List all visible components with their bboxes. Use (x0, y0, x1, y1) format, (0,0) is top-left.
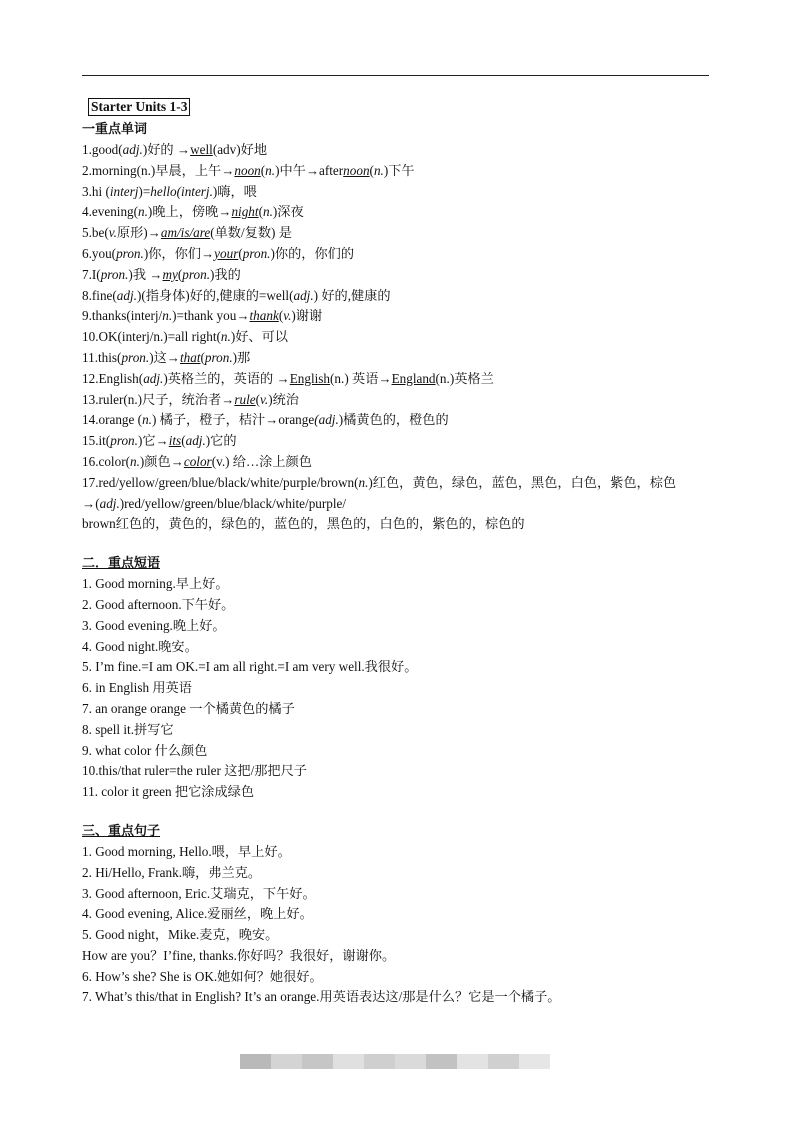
watermark-block (395, 1054, 426, 1069)
text-run: adj. (143, 370, 164, 386)
phrase-item: 10.this/that ruler=the ruler 这把/那把尺子 (82, 763, 307, 779)
text-run: )它→ (137, 433, 169, 449)
text-run: )这→ (149, 349, 180, 365)
text-run: v. (260, 391, 269, 407)
text-run: 9.thanks(interj/ (82, 308, 163, 324)
text-run: ( (258, 204, 263, 220)
text-run: pron. (242, 245, 271, 261)
watermark-block (302, 1054, 333, 1069)
text-run: ( (260, 162, 266, 178)
text-run: adj. (99, 495, 120, 511)
text-run: 2.morning(n.)早晨，上午→ (82, 162, 235, 178)
word-list (82, 140, 712, 473)
text-run: )它的 (205, 433, 237, 449)
document-body (82, 97, 712, 1008)
word-item (82, 410, 712, 431)
text-run: 15.it( (82, 433, 111, 449)
text-run: ( (255, 391, 261, 407)
text-run: 1.good( (82, 142, 123, 157)
text-run: pron. (110, 433, 138, 449)
text-run: n. (142, 412, 152, 428)
sentence-list (82, 842, 712, 1008)
text-run: (n.) 英语→ (330, 370, 392, 386)
text-run: am/is/are (160, 225, 211, 241)
text-run: )嗨，喂 (212, 183, 257, 199)
text-run: n. (265, 162, 276, 178)
text-run: )好、可以 (230, 329, 288, 345)
text-run: )我的 (210, 266, 241, 282)
sentence-item: 7. What’s this/that in English? It’s an orange.用英语表达这/那是什么？它是一个橘子。 (82, 989, 561, 1005)
text-run: 8.fine( (82, 287, 117, 303)
text-run: n. (373, 162, 384, 178)
text-run: well (190, 142, 213, 157)
text-run: )我 → (128, 266, 163, 282)
text-run: 6.you( (82, 245, 117, 261)
text-run: n. (358, 474, 369, 490)
word-item (82, 452, 712, 473)
text-run: )深夜 (272, 204, 304, 220)
text-run: )那 (232, 349, 251, 365)
phrase-item: 6. in English 用英语 (82, 680, 192, 696)
word-item (82, 431, 712, 452)
text-run: (adj. (314, 412, 339, 428)
text-run: English (289, 370, 331, 386)
text-run: its (168, 433, 182, 449)
text-run: interj (109, 183, 139, 199)
word-item (82, 327, 712, 348)
watermark-block (488, 1054, 519, 1069)
phrase-item: 8. spell it.拼写它 (82, 721, 174, 737)
text-run: )=thank you→ (172, 308, 250, 324)
text-run: (v.) 给…涂上颜色 (211, 453, 312, 469)
text-run: )橘黄色的，橙色的 (338, 412, 449, 428)
phrase-item: 7. an orange orange 一个橘黄色的橘子 (82, 700, 295, 716)
text-run: )好的 → (142, 142, 191, 157)
text-run: that (179, 349, 201, 365)
sentence-item: 1. Good morning, Hello.喂，早上好。 (82, 843, 291, 859)
word-item (82, 390, 712, 411)
text-run: pron. (116, 245, 144, 261)
text-run: ( (200, 349, 205, 365)
text-run: n. (220, 329, 231, 345)
footer-watermark (240, 1054, 553, 1069)
watermark-block (426, 1054, 457, 1069)
text-run: noon (234, 162, 261, 178)
phrase-item: 2. Good afternoon.下午好。 (82, 596, 235, 612)
word-item-17-line (82, 494, 712, 515)
text-run: ( (369, 162, 374, 178)
text-run: 10.OK(interj/n.)=all right( (82, 329, 221, 345)
header-rule (82, 75, 709, 76)
text-run: adj. (185, 433, 206, 449)
text-run: ( (238, 245, 243, 261)
text-run: (n.)英格兰 (435, 370, 494, 386)
sentence-item: 6. How’s she? She is OK.她如何？她很好。 (82, 968, 323, 984)
text-run: night (231, 204, 259, 220)
watermark-block (457, 1054, 488, 1069)
phrase-item: 9. what color 什么颜色 (82, 742, 208, 758)
text-run: )中午→after (275, 162, 344, 178)
text-run: ( (177, 266, 183, 282)
text-run: )晚上，傍晚→ (147, 204, 232, 220)
phrase-item: 1. Good morning.早上好。 (82, 576, 229, 592)
text-run: rule (234, 391, 256, 407)
text-run: your (214, 245, 239, 261)
sentence-item: How are you？I’fine, thanks.你好吗？我很好，谢谢你。 (82, 947, 396, 963)
sentence-item: 4. Good evening, Alice.爱丽丝，晚上好。 (82, 906, 313, 922)
word-item (82, 286, 712, 307)
watermark-block (240, 1054, 271, 1069)
text-run: adj. (122, 142, 143, 157)
word-item (82, 244, 712, 265)
text-run: 原形)→ (116, 225, 161, 241)
text-run: ) 橘子，橙子，桔汁→orange (151, 412, 315, 428)
text-run: )统治 (268, 391, 299, 407)
text-run: brown红色的，黄色的，绿色的，蓝色的，黑色的，白色的，紫色的，棕色的 (82, 516, 525, 532)
text-run: adj. (116, 287, 137, 303)
word-item-17 (82, 473, 712, 535)
text-run: adj. (293, 287, 314, 303)
text-run: noon (343, 162, 370, 178)
word-item (82, 223, 712, 244)
watermark-block (333, 1054, 364, 1069)
text-run: 11.this( (82, 349, 122, 365)
text-run: hello(interj. (150, 183, 213, 199)
word-item (82, 161, 712, 182)
text-run: pron. (182, 266, 211, 282)
text-run: ) 好的,健康的 (313, 287, 391, 303)
text-run: my (162, 266, 178, 282)
text-run: n. (129, 453, 140, 469)
text-run: pron. (100, 266, 129, 282)
text-run: pron. (121, 349, 150, 365)
text-run: )红色，黄色，绿色，蓝色，黑色，白色，紫色，棕色 (368, 474, 677, 490)
text-run: n. (262, 204, 273, 220)
section-heading-sentences: 三、重点句子 (82, 823, 161, 839)
text-run: )谢谢 (291, 308, 323, 324)
text-run: )(指身体)好的,健康的=well( (136, 287, 294, 303)
word-item (82, 265, 712, 286)
word-item (82, 348, 712, 369)
phrase-item: 4. Good night.晚安。 (82, 638, 198, 654)
sentence-item: 2. Hi/Hello, Frank.嗨，弗兰克。 (82, 864, 262, 880)
text-run: 5.be( (82, 225, 109, 241)
text-run: n. (162, 308, 173, 324)
watermark-block (519, 1054, 550, 1069)
text-run: England (391, 370, 436, 386)
text-run: 16.color( (82, 453, 130, 469)
text-run: 4.evening( (82, 204, 139, 220)
section-heading-words: 一重点单词 (82, 122, 148, 137)
text-run: (单数/复数) 是 (210, 225, 292, 241)
text-run: )你的，你们的 (270, 245, 355, 261)
phrase-item: 11. color it green 把它涂成绿色 (82, 784, 255, 800)
text-run: v. (283, 308, 292, 324)
section-heading-phrases: 二．重点短语 (82, 556, 161, 572)
word-item (82, 202, 712, 223)
phrase-item: 5. I’m fine.=I am OK.=I am all right.=I am very well.我很好。 (82, 659, 418, 675)
unit-title: Starter Units 1-3 (88, 98, 190, 116)
word-item-17-line (82, 514, 712, 535)
text-run: ( (278, 308, 284, 324)
text-run: )red/yellow/green/blue/black/white/purple/ (119, 495, 347, 511)
text-run: (adv)好地 (212, 142, 268, 157)
text-run: 7.I( (82, 266, 101, 282)
text-run: 13.ruler(n.)尺子，统治者→ (82, 391, 235, 407)
text-run: )英格兰的，英语的 → (163, 370, 290, 386)
text-run: color (183, 453, 212, 469)
word-item (82, 182, 712, 203)
watermark-block (364, 1054, 395, 1069)
text-run: 12.English( (82, 370, 144, 386)
sentence-item: 5. Good night，Mike.麦克，晚安。 (82, 927, 279, 943)
text-run: 14.orange ( (82, 412, 143, 428)
phrase-list (82, 574, 712, 803)
text-run: thank (249, 308, 279, 324)
word-item (82, 306, 712, 327)
text-run: ( (181, 433, 186, 449)
text-run: →( (82, 495, 100, 511)
text-run: )下午 (383, 162, 415, 178)
word-item-17-line (82, 473, 712, 494)
text-run: 17.red/yellow/green/blue/black/white/purple/brown( (82, 474, 359, 490)
sentence-item: 3. Good afternoon, Eric.艾瑞克，下午好。 (82, 885, 316, 901)
text-run: pron. (204, 349, 233, 365)
text-run: )= (138, 183, 151, 199)
phrase-item: 3. Good evening.晚上好。 (82, 617, 226, 633)
watermark-block (271, 1054, 302, 1069)
text-run: )你，你们→ (143, 245, 215, 261)
word-item (82, 140, 712, 161)
text-run: v. (108, 225, 117, 241)
text-run: 3.hi ( (82, 183, 110, 199)
text-run: n. (138, 204, 148, 220)
word-item (82, 369, 712, 390)
text-run: )颜色→ (139, 453, 184, 469)
